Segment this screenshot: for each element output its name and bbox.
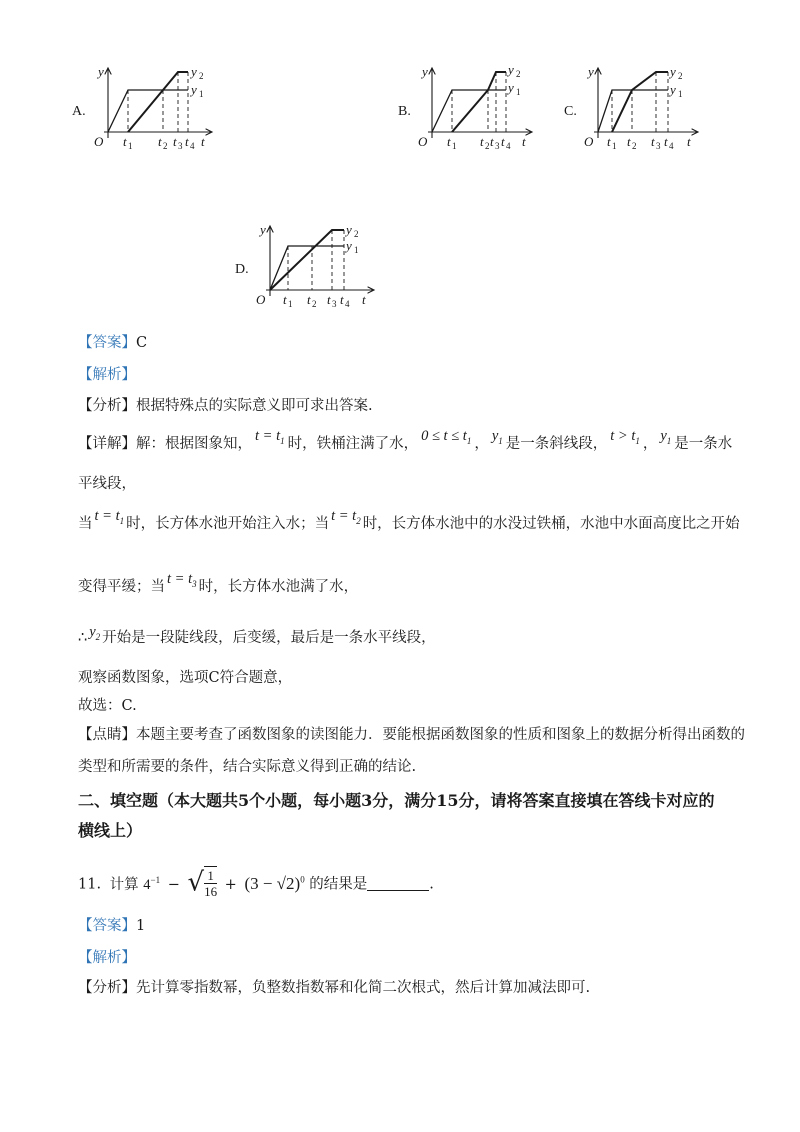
graph-d-svg [252,220,382,310]
t-axis-label: t [687,134,691,149]
option-a-label: A. [72,104,86,119]
xiangjie-line-3 [78,508,740,539]
t1-sub: 1 [452,141,457,151]
answer2-line [78,916,145,936]
math-expr [95,508,125,524]
y1-label: y [191,82,197,97]
y2-sub: 2 [678,71,683,81]
y2-sub: 2 [354,229,359,239]
y1-sub: 1 [678,89,683,99]
fenxi-text: 先计算零指数幂，负整数指数幂和化简二次根式，然后计算加减法即可. [136,980,591,996]
plus-sign: + [224,876,237,893]
xiangjie-text: 变得平缓；当 [78,579,165,595]
t2-sub: 2 [632,141,637,151]
question-text: 计算 [109,876,139,893]
graph-a-svg [90,62,220,152]
y2-curve [128,72,188,132]
y2-sub: 2 [199,71,204,81]
math-t-eq-t3: t = t [167,571,193,587]
answer-line [78,333,147,353]
math-sub: 1 [498,435,503,446]
answer-tag: 【答案】 [78,335,136,351]
paren-expr: (3 − √2) [244,873,301,893]
t1-label: t [447,134,451,149]
fenxi-tag: 【分析】 [78,398,136,414]
y2-sub: 2 [516,69,521,79]
t3-label: t [651,134,655,149]
answer-value: 1 [136,918,146,934]
t4-label: t [664,134,668,149]
fenxi-text: 根据特殊点的实际意义即可求出答案. [136,398,373,414]
t2-sub: 2 [312,299,317,309]
origin-label: O [584,134,594,149]
t3-sub: 3 [656,141,661,151]
question-end: . [429,876,434,893]
t2-sub: 2 [163,141,168,151]
t-axis-label: t [522,134,526,149]
option-a-graph[interactable] [90,62,220,152]
xiangjie-tag: 【详解】 [78,436,136,452]
t4-sub: 4 [669,141,674,151]
xiangjie-line-7: 故选：C. [78,698,137,714]
math-sub: 1 [666,435,672,446]
math-sub: 1 [119,515,125,526]
y1-label: y [508,80,514,95]
math-y1: y [660,428,667,444]
y1-sub: 1 [354,245,359,255]
t-axis-label: t [362,292,366,307]
math-t-eq-t1: t = t [255,428,281,444]
y1-sub: 1 [199,89,204,99]
xiangjie-text: ， [642,436,658,452]
question-text: 的结果是 [309,876,368,893]
t4-label: t [501,134,505,149]
question-11 [78,868,434,901]
jiexi-tag: 【解析】 [78,950,136,966]
t2-label: t [307,292,311,307]
y1-label: y [346,238,352,253]
math-sub: 2 [356,515,361,526]
t-axis-label: t [201,134,205,149]
t1-label: t [283,292,287,307]
sqrt-frac [187,866,217,899]
t4-label: t [185,134,189,149]
question-number: 11. [78,876,102,893]
t2-label: t [627,134,631,149]
t1-sub: 1 [128,141,133,151]
fenxi-line [78,396,373,416]
xiangjie-line-6: 观察函数图象，选项C符合题意， [78,670,293,686]
t2-label: t [158,134,162,149]
xiangjie-text: 时，长方体水池满了水， [198,579,359,595]
y-label: y [260,222,266,237]
xiangjie-text: 开始是一段陡线段，后变缓，最后是一条水平线段， [102,630,436,646]
option-d-label: D. [235,262,249,277]
answer-value: C [136,335,148,351]
math-sub: 1 [635,435,640,446]
minus-sign: − [167,876,180,893]
xiangjie-line-2: 平线段， [78,476,136,492]
t3-label: t [490,134,494,149]
t3-sub: 3 [332,299,337,309]
y2-label: y [670,64,676,79]
xiangjie-text: ， [474,436,489,452]
dianjing-line-1 [78,725,745,745]
origin-label: O [256,292,266,307]
y2-label: y [346,222,352,237]
dianjing-text: 本题主要考查了函数图象的读图能力．要能根据函数图象的性质和图象上的数据分析得出函数的 [136,727,745,743]
paren-term [244,874,304,893]
y2-curve [612,72,668,132]
y-label: y [422,64,428,79]
y1-curve [108,90,188,132]
math-t-eq-t2: t = t [331,508,357,524]
therefore-symbol: ∴ [78,630,88,646]
section-heading-line-1: 二、填空题（本大题共5个小题，每小题3分，满分15分，请将答案直接填在答线卡对应的 [78,791,715,810]
y2-curve [270,230,344,290]
option-c-graph[interactable] [580,62,710,152]
math-expr [660,428,671,444]
graph-c-svg [580,62,710,152]
math-range: 0 ≤ t ≤ t [421,428,467,444]
xiangjie-text: 时，长方体水池开始注入水；当 [126,516,330,532]
power-exp: −1 [150,874,161,885]
math-y1: y [491,428,499,444]
math-expr [255,428,285,444]
math-sub: 1 [280,435,285,446]
y2-label: y [191,64,197,79]
sqrt-icon: √ [187,867,205,898]
graph-b-svg [414,62,544,152]
fenxi-tag: 【分析】 [78,980,136,996]
xiangjie-line-1 [78,428,733,459]
jiexi-tag: 【解析】 [78,367,136,383]
y-label: y [588,64,594,79]
xiangjie-text: 时，铁桶注满了水， [287,436,419,452]
xiangjie-text: 是一条水 [674,436,733,452]
power-term [143,874,161,893]
t2-sub: 2 [485,141,490,151]
math-expr [89,624,100,640]
fenxi2-line [78,978,590,998]
t4-label: t [340,292,344,307]
zero-exp: 0 [300,873,305,884]
t4-sub: 4 [190,141,195,151]
t1-label: t [607,134,611,149]
xiangjie-text: 解：根据图象知， [136,436,252,452]
y1-curve [270,246,344,290]
xiangjie-text: 当 [78,516,93,532]
math-sub: 2 [95,631,101,642]
section-heading-line-2: 横线上） [78,821,143,840]
origin-label: O [418,134,428,149]
option-b-graph[interactable] [414,62,544,152]
t3-label: t [173,134,177,149]
xiangjie-line-4 [78,571,359,602]
answer-blank[interactable] [367,876,429,891]
power-base: 4 [143,876,151,893]
dianjing-line-2: 类型和所需要的条件，结合实际意义得到正确的结论. [78,759,417,775]
t1-sub: 1 [612,141,617,151]
y1-sub: 1 [516,87,521,97]
option-d-graph[interactable] [252,220,382,310]
dianjing-tag: 【点睛】 [78,727,136,743]
xiangjie-text: 是一条斜线段， [505,436,608,452]
t4-sub: 4 [345,299,350,309]
math-t-eq-t1: t = t [94,508,120,524]
t3-label: t [327,292,331,307]
math-expr [421,428,471,444]
y2-label: y [508,62,514,77]
math-sub: 1 [466,435,472,446]
y2-curve [452,72,506,132]
option-b-label: B. [398,104,411,119]
option-c-label: C. [564,104,577,119]
math-t-gt-t1: t > t [610,428,636,444]
t4-sub: 4 [506,141,511,151]
math-y2: y [89,624,96,640]
math-expr [492,428,503,444]
answer-tag: 【答案】 [78,918,136,934]
t1-sub: 1 [288,299,293,309]
y1-label: y [670,82,676,97]
origin-label: O [94,134,104,149]
math-sub: 3 [192,578,197,589]
fraction-denominator: 16 [204,884,218,899]
math-expr [331,508,361,524]
t3-sub: 3 [178,141,183,151]
y1-curve [598,90,668,132]
t2-label: t [480,134,484,149]
math-expr [610,428,640,444]
t1-label: t [123,134,127,149]
xiangjie-line-5 [78,624,436,653]
fraction-numerator: 1 [204,868,217,884]
math-expr [167,571,197,587]
t3-sub: 3 [495,141,500,151]
xiangjie-text: 时，长方体水池中的水没过铁桶，水池中水面高度比之开始 [362,516,740,532]
y-label: y [98,64,104,79]
